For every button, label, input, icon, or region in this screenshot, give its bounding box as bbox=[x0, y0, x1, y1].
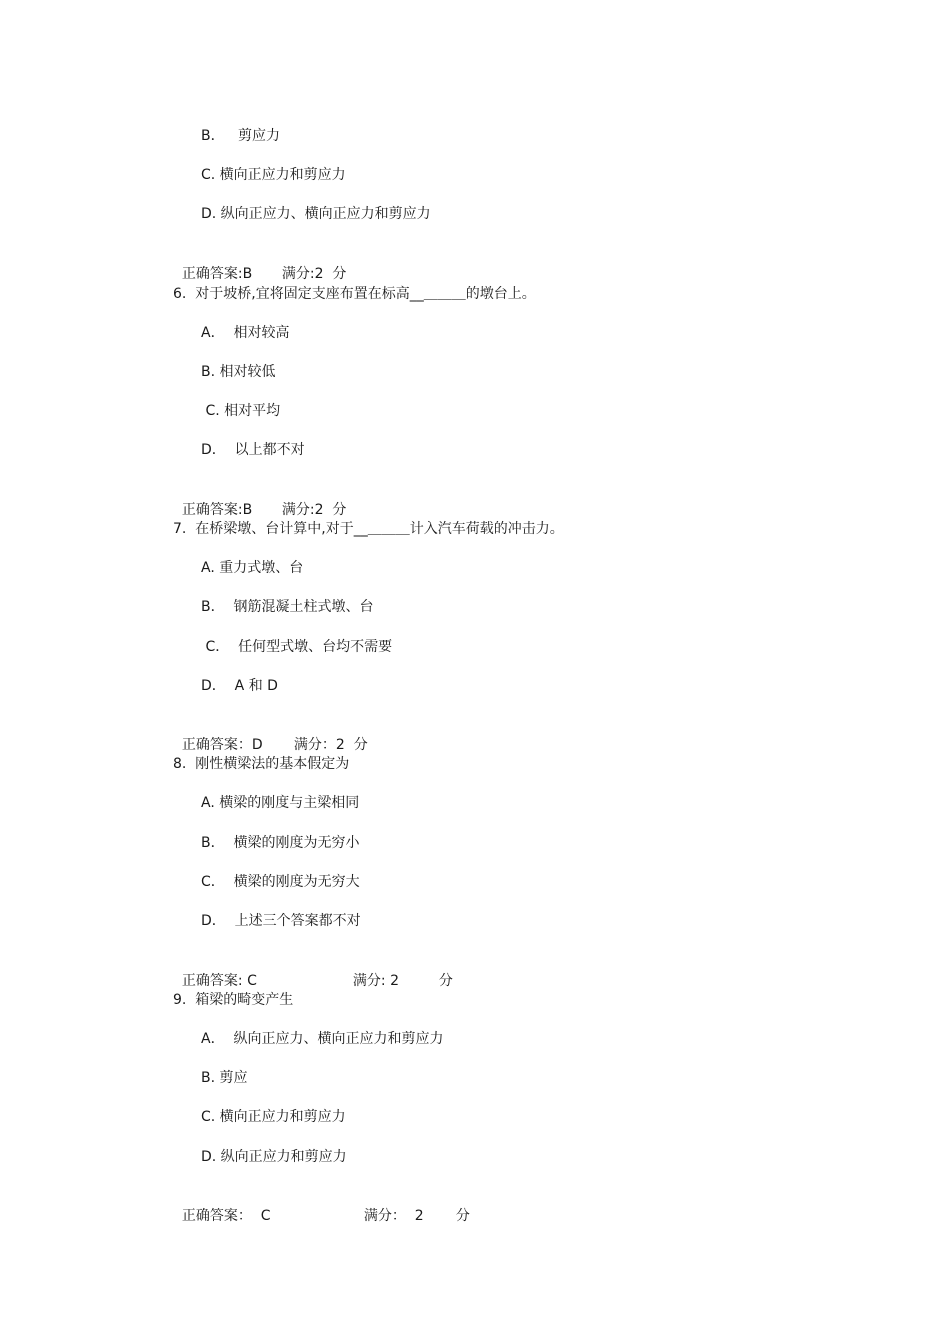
answer-line-q7 bbox=[173, 715, 368, 755]
answer-q8: 正确答案: C bbox=[181, 973, 257, 989]
answer-line-q9 bbox=[173, 1186, 470, 1226]
option-q9-d: D. 纵向正应力和剪应力 bbox=[201, 1149, 347, 1165]
option-q6-a: A． 相对较高 bbox=[201, 325, 290, 341]
question-8: 8. 刚性横梁法的基本假定为 bbox=[173, 756, 350, 772]
score-q7: 满分：2 分 bbox=[293, 737, 368, 753]
answer-line-q6 bbox=[173, 480, 346, 520]
option-q9-b: B. 剪应 bbox=[201, 1070, 248, 1086]
question-9: 9. 箱梁的畸变产生 bbox=[173, 992, 294, 1008]
option-q6-d: D． 以上都不对 bbox=[201, 442, 305, 458]
option-q7-a: A. 重力式墩、台 bbox=[201, 560, 304, 576]
option-q7-c: C． 任何型式墩、台均不需要 bbox=[201, 639, 393, 655]
answer-q9: 正确答案： C bbox=[181, 1208, 271, 1224]
answer-q7: 正确答案：D bbox=[181, 737, 263, 753]
question-6: 6. 对于坡桥,宜将固定支座布置在标高__＿＿＿的墩台上。 bbox=[173, 286, 536, 302]
option-q8-d: D． 上述三个答案都不对 bbox=[201, 913, 361, 929]
unit-q9: 分 bbox=[455, 1208, 470, 1224]
answer-q5: 正确答案:B bbox=[181, 266, 253, 282]
option-q5-b: B． 剪应力 bbox=[201, 128, 280, 144]
score-q6: 满分:2 分 bbox=[281, 502, 347, 518]
option-q7-b: B． 钢筋混凝土柱式墩、台 bbox=[201, 599, 374, 615]
option-q6-b: B. 相对较低 bbox=[201, 364, 276, 380]
option-q9-c: C. 横向正应力和剪应力 bbox=[201, 1109, 346, 1125]
option-q8-c: C． 横梁的刚度为无穷大 bbox=[201, 874, 360, 890]
option-q8-b: B． 横梁的刚度为无穷小 bbox=[201, 835, 360, 851]
option-q7-d: D． A 和 D bbox=[201, 678, 278, 694]
option-q9-a: A． 纵向正应力、横向正应力和剪应力 bbox=[201, 1031, 444, 1047]
option-q8-a: A. 横梁的刚度与主梁相同 bbox=[201, 795, 360, 811]
option-q5-c: C. 横向正应力和剪应力 bbox=[201, 167, 346, 183]
score-q8: 满分: 2 bbox=[352, 973, 399, 989]
option-q6-c: C. 相对平均 bbox=[201, 403, 281, 419]
unit-q8: 分 bbox=[438, 973, 453, 989]
score-q9: 满分： 2 bbox=[363, 1208, 424, 1224]
option-q5-d: D. 纵向正应力、横向正应力和剪应力 bbox=[201, 206, 431, 222]
answer-q6: 正确答案:B bbox=[181, 502, 253, 518]
answer-line-q5 bbox=[173, 244, 346, 284]
score-q5: 满分:2 分 bbox=[281, 266, 347, 282]
answer-line-q8 bbox=[173, 951, 453, 991]
question-7: 7. 在桥梁墩、台计算中,对于__＿＿＿计入汽车荷载的冲击力。 bbox=[173, 521, 564, 537]
